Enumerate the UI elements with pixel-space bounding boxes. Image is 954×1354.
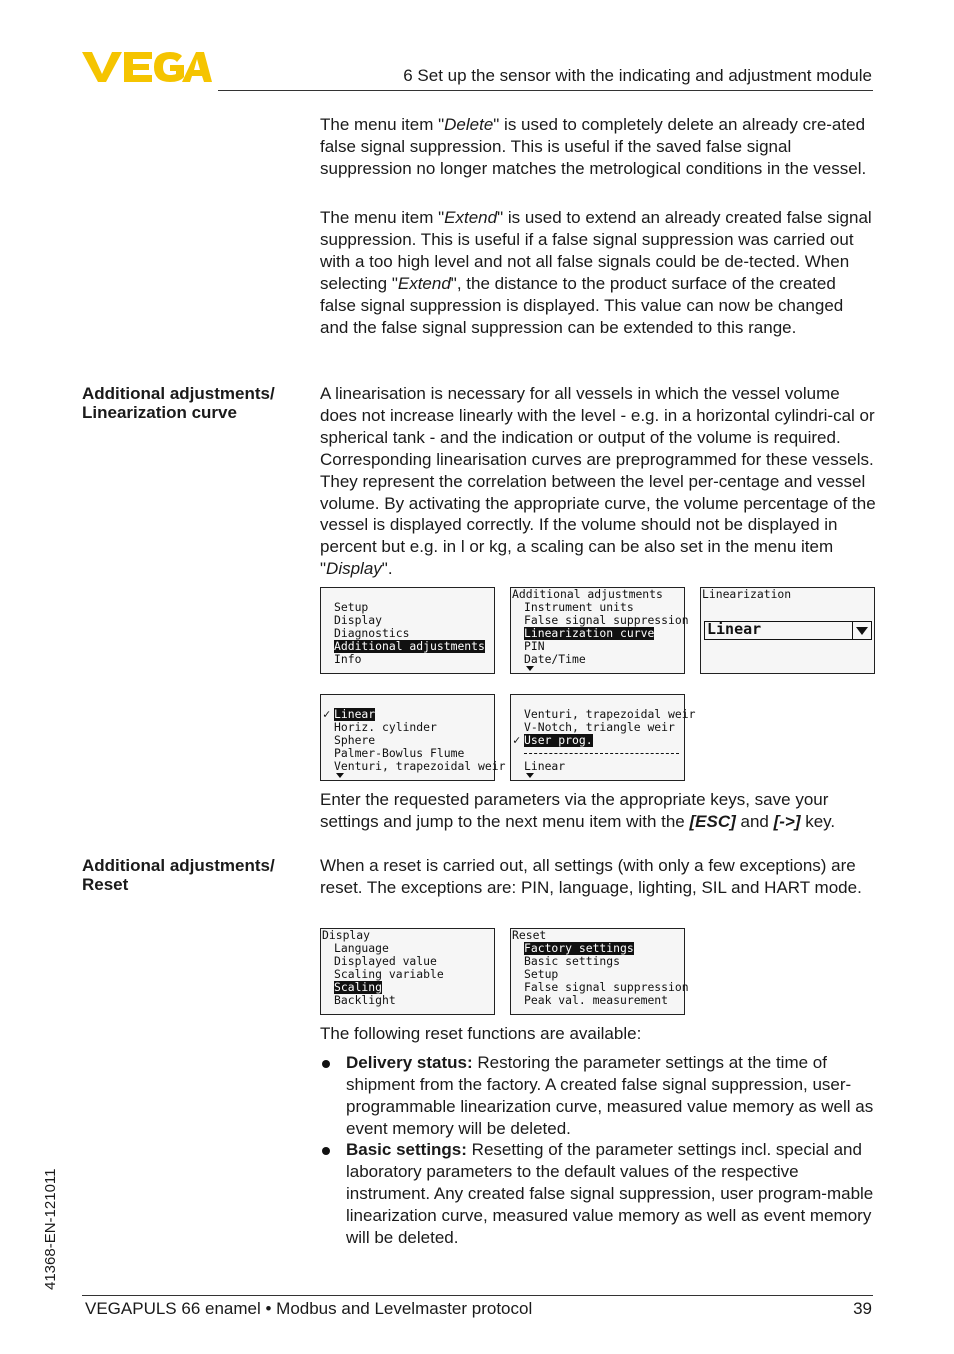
footer-divider	[82, 1295, 873, 1296]
paragraph-functions-intro: The following reset functions are available:	[320, 1024, 642, 1043]
paragraph-linearization: A linearisation is necessary for all vessels in which the vessel volume does not increase linearly with the level - e.g. in a horizontal cylindri-cal or spherical tank - and the indication or output of the volume is required. Corresponding linearisation curves are preprogrammed for these vessels. They represent the correlation between the level per-centage and vessel volume. By activating the appropriate curve, the volume percentage of the vessel is displayed correctly. If the volume should not be displayed in percent but e.g. in l or kg, a scaling can be also set in the menu item "Display".	[320, 384, 876, 579]
bullet-icon	[322, 1060, 330, 1068]
selected-menu-item: Scaling	[334, 980, 383, 994]
document-id: 41368-EN-121011	[42, 1168, 59, 1290]
vega-logo	[82, 50, 212, 84]
selected-menu-item: Factory settings	[524, 941, 634, 955]
paragraph-delete: The menu item "Delete" is used to completely delete an already cre-ated false signal suppression. This is useful if the saved false signal suppression no longer matches the metrological conditions in the vessel.	[320, 115, 867, 178]
lcd-reset-menu: Reset Factory settings Basic settings Setup False signal suppression Peak val. measurement	[510, 928, 685, 1015]
bullet-icon	[322, 1147, 330, 1155]
paragraph-extend: The menu item "Extend" is used to extend an already created false signal suppression. This is useful if a false signal suppression was carried out with a too high level and not all false signals could be de-tected. When selecting "Extend", the distance to the product surface of the created false signal suppression is displayed. This value can now be changed and the false signal suppression can be extended to this range.	[320, 208, 872, 337]
selected-menu-item: Additional adjustments	[334, 639, 485, 653]
lcd-main-menu: Setup Display Diagnostics Additional adjustments Info	[320, 587, 495, 674]
footer-product: VEGAPULS 66 enamel • Modbus and Levelmaster protocol	[85, 1299, 533, 1318]
section-label-linearization: Additional adjustments/ Linearization curve	[82, 384, 275, 422]
linearization-dropdown: Linear	[704, 621, 872, 640]
check-icon: ✓	[323, 707, 331, 721]
page-number: 39	[853, 1299, 872, 1318]
scroll-down-icon	[336, 773, 344, 778]
lcd-linearization-select: Linearization Linear	[700, 587, 875, 674]
selected-curve: User prog.	[524, 733, 593, 747]
paragraph-enter-parameters: Enter the requested parameters via the appropriate keys, save your settings and jump to the next menu item with the [ESC] and [->] key.	[320, 790, 836, 831]
selected-menu-item: Linearization curve	[524, 626, 655, 640]
scroll-down-icon	[526, 666, 534, 671]
lcd-curve-list-2: Venturi, trapezoidal weir V-Notch, triangle weir ✓ User prog. Linear	[510, 694, 685, 781]
chapter-title: 6 Set up the sensor with the indicating and adjustment module	[403, 66, 872, 85]
check-icon: ✓	[513, 733, 521, 747]
section-label-reset: Additional adjustments/ Reset	[82, 856, 275, 894]
separator-line	[524, 753, 679, 754]
selected-curve: Linear	[334, 707, 376, 721]
header-divider	[218, 90, 873, 91]
lcd-curve-list-1: ✓ Linear Horiz. cylinder Sphere Palmer-Bowlus Flume Venturi, trapezoidal weir	[320, 694, 495, 781]
scroll-down-icon	[526, 773, 534, 778]
lcd-additional-adjustments: Additional adjustments Instrument units False signal suppression Linearization curve PIN Date/Time	[510, 587, 685, 674]
paragraph-reset: When a reset is carried out, all settings (with only a few exceptions) are reset. The exceptions are: PIN, language, lighting, SIL and HART mode.	[320, 856, 862, 897]
chevron-down-icon	[852, 622, 871, 639]
lcd-display-menu: Display Language Displayed value Scaling variable Scaling Backlight	[320, 928, 495, 1015]
